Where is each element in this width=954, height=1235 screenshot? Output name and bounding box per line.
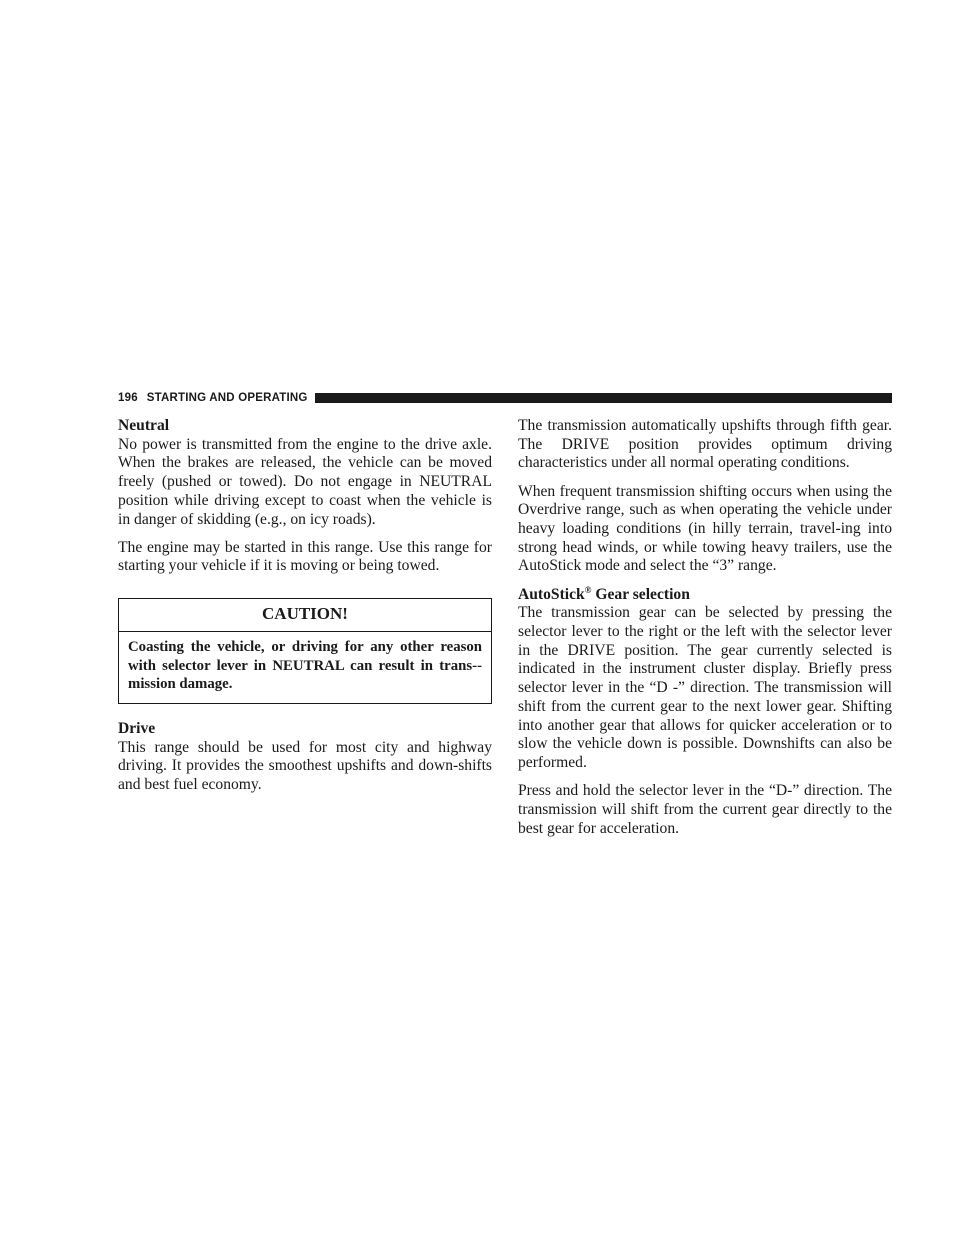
neutral-paragraph-2: The engine may be started in this range. Use this range for starting your vehicle if it is moving or being towed.	[118, 538, 492, 575]
right-column	[518, 417, 892, 848]
autostick-paragraph-1: The transmission gear can be selected by pressing the selector lever to the right or the left with the selector lever in the DRIVE position. The gear currently selected is indicated in the instrument cluster display. Briefly press selector lever in the “D -” direction. The transmission will shift from the current gear to the next lower gear. Shifting into another gear that allows for quicker acceleration or to slow the vehicle down is possible. Downshifts can also be performed.	[518, 604, 892, 771]
header-rule	[315, 393, 892, 403]
overdrive-paragraph: When frequent transmission shifting occurs when using the Overdrive range, such as when operating the vehicle under heavy loading conditions (in hilly terrain, travel-ing into strong head winds, or while towing heavy trailers, use the AutoStick mode and select the “3” range.	[518, 482, 892, 575]
page-header	[118, 390, 892, 406]
drive-continued-paragraph: The transmission automatically upshifts through fifth gear. The DRIVE position provides optimum driving characteristics under all normal operating conditions.	[518, 417, 892, 472]
drive-heading: Drive	[118, 719, 156, 737]
autostick-heading-name: AutoStick	[518, 585, 585, 603]
caution-box	[118, 598, 492, 704]
autostick-paragraph-2: Press and hold the selector lever in the “D-” direction. The transmission will shift from the current gear directly to the best gear for acceleration.	[518, 782, 892, 837]
left-column	[118, 417, 492, 804]
page-number: 196	[118, 392, 138, 404]
autostick-heading	[518, 586, 892, 605]
caution-body: Coasting the vehicle, or driving for any other reason with selector lever in NEUTRAL can result in trans-mission damage.	[128, 638, 482, 693]
registered-mark: ®	[584, 584, 592, 595]
neutral-paragraph-1: No power is transmitted from the engine to the drive axle. When the brakes are released, the vehicle can be moved freely (pushed or towed). Do not engage in NEUTRAL position while driving except to coast when the vehicle is in danger of skidding (e.g., on icy roads).	[118, 435, 492, 528]
drive-paragraph: This range should be used for most city and highway driving. It provides the smoothest upshifts and down-shifts and best fuel economy.	[118, 738, 492, 794]
neutral-heading: Neutral	[118, 417, 170, 434]
section-title: STARTING AND OPERATING	[146, 392, 308, 404]
autostick-heading-rest: Gear selection	[591, 585, 690, 603]
caution-title: CAUTION!	[119, 599, 491, 632]
